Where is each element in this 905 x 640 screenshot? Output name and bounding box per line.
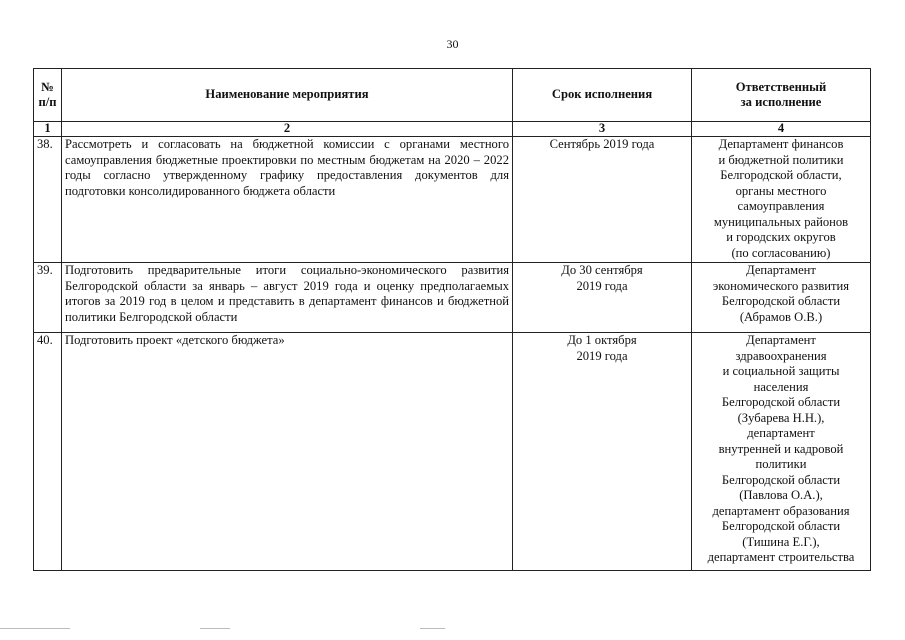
column-number: 3 — [513, 122, 692, 137]
resp-line: и бюджетной политики — [718, 152, 844, 167]
row-responsible — [692, 137, 871, 263]
resp-line: Департамент — [746, 263, 816, 277]
table-row — [34, 333, 871, 571]
scan-edge-marks — [0, 628, 905, 632]
row-term — [513, 333, 692, 571]
resp-line: (по согласованию) — [731, 245, 831, 260]
resp-line: экономического развития — [712, 278, 850, 293]
header-resp-line: Ответственный — [735, 79, 827, 94]
resp-line: Белгородской области, — [720, 168, 842, 182]
row-number: 39. — [34, 263, 62, 333]
resp-line: политики — [755, 457, 807, 471]
header-term: Срок исполнения — [513, 69, 692, 122]
page-number: 30 — [446, 37, 459, 51]
resp-line: Белгородской области — [721, 472, 841, 487]
term-line: 2019 года — [576, 348, 628, 363]
resp-line: Белгородской области — [721, 519, 841, 533]
row-activity: Подготовить проект «детского бюджета» — [62, 333, 513, 571]
row-number: 38. — [34, 137, 62, 263]
row-activity: Рассмотреть и согласовать на бюджетной комиссии с органами местного самоуправления бюджетные проектировки по местным бюджетам на 2020 – 2022 годы согласно утвержденному графику предоставления документов для подготовки консолидированного бюджета области — [62, 137, 513, 263]
header-resp — [692, 69, 871, 122]
term-line: Сентябрь 2019 года — [549, 137, 655, 151]
row-responsible — [692, 333, 871, 571]
column-number: 1 — [34, 122, 62, 137]
resp-line: Белгородской области — [721, 395, 841, 409]
header-resp-line: за исполнение — [740, 95, 822, 109]
row-responsible — [692, 263, 871, 333]
resp-line: здравоохранения — [735, 348, 827, 363]
header-name: Наименование мероприятия — [62, 69, 513, 122]
table-header-row — [34, 69, 871, 122]
table-row — [34, 263, 871, 333]
header-num: № п/п — [34, 69, 62, 122]
column-number: 4 — [692, 122, 871, 137]
resp-line: (Павлова О.А.), — [739, 488, 823, 502]
resp-line: Департамент финансов — [718, 137, 844, 151]
column-number: 2 — [62, 122, 513, 137]
resp-line: Белгородской области — [721, 294, 841, 308]
resp-line: и городских округов — [726, 230, 836, 244]
resp-line: внутренней и кадровой — [718, 441, 844, 456]
term-line: 2019 года — [576, 278, 628, 293]
scan-mark — [420, 628, 445, 629]
resp-line: департамент — [747, 426, 815, 440]
resp-line: населения — [753, 379, 809, 394]
row-term — [513, 137, 692, 263]
resp-line: самоуправления — [737, 199, 825, 213]
resp-line: департамент образования — [712, 503, 850, 518]
scan-mark — [0, 628, 70, 629]
resp-line: (Зубарева Н.Н.), — [737, 410, 825, 425]
scan-mark — [200, 628, 230, 629]
resp-line: органы местного — [735, 183, 827, 198]
resp-line: и социальной защиты — [722, 364, 840, 378]
resp-line: департамент строительства — [707, 550, 855, 564]
resp-line: (Абрамов О.В.) — [739, 309, 823, 324]
term-line: До 30 сентября — [561, 263, 643, 277]
resp-line: (Тишина Е.Г.), — [742, 534, 820, 549]
plan-table — [33, 68, 871, 571]
table-row — [34, 137, 871, 263]
row-activity: Подготовить предварительные итоги социально-экономического развития Белгородской области за январь – август 2019 года и оценку предполагаемых итогов за 2019 год в целом и представить в департамент финансов и бюджетной политики Белгородской области — [62, 263, 513, 333]
row-term — [513, 263, 692, 333]
resp-line: муниципальных районов — [713, 214, 849, 229]
resp-line: Департамент — [746, 333, 816, 347]
column-number-row — [34, 122, 871, 137]
row-number: 40. — [34, 333, 62, 571]
term-line: До 1 октября — [567, 333, 637, 347]
